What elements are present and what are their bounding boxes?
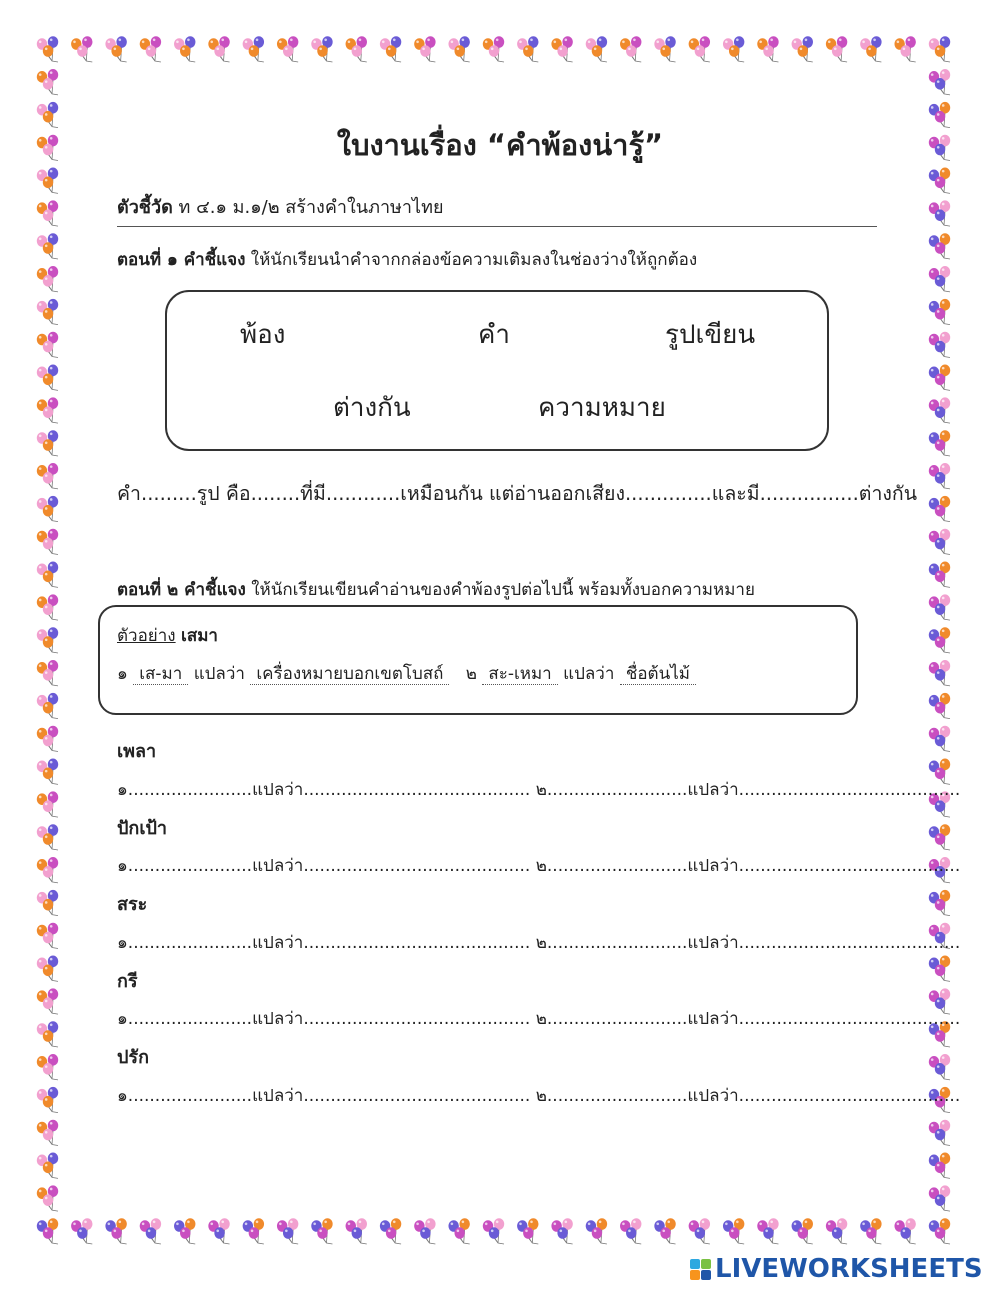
- liveworksheets-logo-text: LIVEWORKSHEETS: [715, 1254, 983, 1284]
- balloon-cluster-icon: [37, 496, 58, 522]
- balloon-cluster-icon: [37, 332, 58, 358]
- balloon-cluster-icon: [37, 1185, 58, 1211]
- word-bank-item: ความหมาย: [538, 393, 666, 423]
- balloon-cluster-icon: [37, 627, 58, 653]
- balloon-cluster-icon: [37, 988, 58, 1014]
- indicator-label: ตัวชี้วัด: [117, 197, 173, 218]
- balloon-cluster-icon: [37, 824, 58, 850]
- balloon-cluster-icon: [174, 1218, 195, 1244]
- part2-instruction-text: ให้นักเรียนเขียนคำอ่านของคำพ้องรูปต่อไปนี้ พร้อมทั้งบอกความหมาย: [251, 580, 755, 600]
- word-bank-item: พ้อง: [240, 320, 286, 350]
- balloon-cluster-icon: [37, 759, 58, 785]
- balloon-cluster-icon: [929, 726, 950, 752]
- balloon-cluster-icon: [140, 36, 161, 62]
- balloon-cluster-icon: [243, 36, 264, 62]
- balloon-cluster-icon: [483, 1218, 504, 1244]
- balloon-cluster-icon: [929, 1218, 950, 1244]
- balloon-cluster-icon: [37, 1218, 58, 1244]
- balloon-cluster-icon: [654, 36, 675, 62]
- balloon-cluster-icon: [37, 529, 58, 555]
- balloon-cluster-icon: [414, 36, 435, 62]
- logo-square: [690, 1259, 700, 1269]
- balloon-cluster-icon: [929, 1153, 950, 1179]
- balloon-cluster-icon: [654, 1218, 675, 1244]
- balloon-cluster-icon: [723, 36, 744, 62]
- balloon-cluster-icon: [311, 1218, 332, 1244]
- balloon-cluster-icon: [929, 332, 950, 358]
- balloon-cluster-icon: [311, 36, 332, 62]
- balloon-cluster-icon: [929, 430, 950, 456]
- balloon-cluster-icon: [929, 266, 950, 292]
- balloon-cluster-icon: [757, 1218, 778, 1244]
- balloon-cluster-icon: [346, 1218, 367, 1244]
- answer-line[interactable]: ๑.......................แปลว่า.......................................... ๒..........................แปลว่า.........................................: [117, 1086, 961, 1106]
- balloon-cluster-icon: [37, 660, 58, 686]
- example-label: ตัวอย่าง: [117, 626, 176, 646]
- balloon-cluster-icon: [723, 1218, 744, 1244]
- balloon-cluster-icon: [929, 233, 950, 259]
- balloon-cluster-icon: [929, 693, 950, 719]
- balloon-cluster-icon: [37, 1153, 58, 1179]
- logo-square: [701, 1259, 711, 1269]
- balloon-cluster-icon: [37, 594, 58, 620]
- balloon-cluster-icon: [71, 36, 92, 62]
- balloon-cluster-icon: [689, 1218, 710, 1244]
- balloon-cluster-icon: [929, 365, 950, 391]
- balloon-cluster-icon: [346, 36, 367, 62]
- balloon-cluster-icon: [929, 463, 950, 489]
- example-number-2: ๒: [465, 664, 477, 684]
- part1-label: ตอนที่ ๑ คำชี้แจง: [117, 250, 246, 270]
- balloon-cluster-icon: [37, 1120, 58, 1146]
- balloon-cluster-icon: [37, 1054, 58, 1080]
- part2-instruction: [117, 576, 755, 603]
- question-word: ปรัก: [117, 1047, 149, 1068]
- answer-line[interactable]: ๑.......................แปลว่า.......................................... ๒..........................แปลว่า.........................................: [117, 933, 961, 953]
- balloon-cluster-icon: [620, 36, 641, 62]
- balloon-cluster-icon: [929, 1120, 950, 1146]
- balloon-cluster-icon: [71, 1218, 92, 1244]
- balloon-cluster-icon: [929, 594, 950, 620]
- part2-label: ตอนที่ ๒ คำชี้แจง: [117, 580, 246, 600]
- balloon-cluster-icon: [517, 1218, 538, 1244]
- balloon-cluster-icon: [37, 562, 58, 588]
- balloon-cluster-icon: [277, 1218, 298, 1244]
- balloon-cluster-icon: [826, 1218, 847, 1244]
- balloon-cluster-icon: [37, 299, 58, 325]
- balloon-cluster-icon: [37, 1087, 58, 1113]
- example-answer-line: [117, 660, 696, 687]
- balloon-cluster-icon: [37, 923, 58, 949]
- balloon-cluster-icon: [37, 200, 58, 226]
- worksheet-title: ใบงานเรื่อง “คำพ้องน่ารู้”: [336, 128, 664, 162]
- question-word: ปักเป้า: [117, 818, 168, 839]
- balloon-cluster-icon: [586, 36, 607, 62]
- question-word: เพลา: [117, 741, 157, 762]
- balloon-cluster-icon: [689, 36, 710, 62]
- word-bank-item: รูปเขียน: [665, 320, 756, 350]
- balloon-cluster-icon: [792, 36, 813, 62]
- balloon-cluster-icon: [929, 890, 950, 916]
- word-bank-item: คำ: [478, 320, 510, 350]
- balloon-cluster-icon: [929, 1185, 950, 1211]
- example-number-1: ๑: [117, 664, 128, 684]
- liveworksheets-logo-icon: [690, 1259, 711, 1280]
- example-means-label-1: แปลว่า: [193, 664, 245, 684]
- balloon-cluster-icon: [929, 36, 950, 62]
- balloon-cluster-icon: [414, 1218, 435, 1244]
- balloon-cluster-icon: [929, 397, 950, 423]
- balloon-cluster-icon: [929, 824, 950, 850]
- balloon-cluster-icon: [860, 1218, 881, 1244]
- balloon-cluster-icon: [140, 1218, 161, 1244]
- balloon-cluster-icon: [37, 693, 58, 719]
- example-means-label-2: แปลว่า: [563, 664, 615, 684]
- balloon-cluster-icon: [105, 1218, 126, 1244]
- balloon-cluster-icon: [37, 397, 58, 423]
- part1-instruction-text: ให้นักเรียนนำคำจากกล่องข้อความเติมลงในช่องว่างให้ถูกต้อง: [250, 250, 698, 270]
- balloon-cluster-icon: [448, 36, 469, 62]
- balloon-cluster-icon: [37, 1021, 58, 1047]
- indicator: [117, 192, 444, 221]
- balloon-cluster-icon: [105, 36, 126, 62]
- logo-square: [690, 1270, 700, 1280]
- balloon-cluster-icon: [380, 1218, 401, 1244]
- balloon-cluster-icon: [448, 1218, 469, 1244]
- balloon-cluster-icon: [826, 36, 847, 62]
- balloon-cluster-icon: [586, 1218, 607, 1244]
- balloon-cluster-icon: [208, 36, 229, 62]
- fill-in-sentence[interactable]: คำ.........รูป คือ........ที่มี............เหมือนกัน แต่อ่านออกเสียง..............และมี................ต่างกัน: [117, 482, 918, 505]
- answer-line[interactable]: ๑.......................แปลว่า.......................................... ๒..........................แปลว่า.........................................: [117, 780, 961, 800]
- indicator-text: ท ๔.๑ ม.๑/๒ สร้างคำในภาษาไทย: [178, 197, 444, 218]
- balloon-cluster-icon: [380, 36, 401, 62]
- question-word: สระ: [117, 894, 148, 915]
- balloon-cluster-icon: [929, 660, 950, 686]
- balloon-cluster-icon: [174, 36, 195, 62]
- part1-instruction: [117, 246, 697, 273]
- word-bank-item: ต่างกัน: [333, 393, 411, 423]
- balloon-cluster-icon: [37, 69, 58, 95]
- balloon-cluster-icon: [277, 36, 298, 62]
- balloon-cluster-icon: [37, 266, 58, 292]
- balloon-cluster-icon: [929, 168, 950, 194]
- balloon-cluster-icon: [894, 36, 915, 62]
- balloon-cluster-icon: [243, 1218, 264, 1244]
- balloon-cluster-icon: [757, 36, 778, 62]
- example-meaning-1: เครื่องหมายบอกเขตโบสถ์: [250, 664, 449, 685]
- balloon-cluster-icon: [37, 365, 58, 391]
- balloon-cluster-icon: [551, 36, 572, 62]
- balloon-cluster-icon: [37, 956, 58, 982]
- logo-square: [701, 1270, 711, 1280]
- example-reading-2: สะ-เหมา: [482, 664, 557, 685]
- balloon-cluster-icon: [792, 1218, 813, 1244]
- balloon-cluster-icon: [929, 496, 950, 522]
- example-heading: [117, 622, 218, 649]
- answer-line[interactable]: ๑.......................แปลว่า.......................................... ๒..........................แปลว่า.........................................: [117, 856, 961, 876]
- liveworksheets-logo[interactable]: [690, 1254, 983, 1284]
- balloon-cluster-icon: [551, 1218, 572, 1244]
- example-reading-1: เส-มา: [133, 664, 188, 685]
- balloon-cluster-icon: [517, 36, 538, 62]
- balloon-cluster-icon: [929, 1054, 950, 1080]
- balloon-cluster-icon: [37, 463, 58, 489]
- balloon-cluster-icon: [929, 529, 950, 555]
- balloon-cluster-icon: [37, 890, 58, 916]
- balloon-cluster-icon: [483, 36, 504, 62]
- question-word: กรี: [117, 971, 138, 992]
- example-word: เสมา: [181, 626, 218, 646]
- balloon-cluster-icon: [929, 299, 950, 325]
- example-meaning-2: ชื่อต้นไม้: [620, 664, 696, 685]
- balloon-cluster-icon: [929, 562, 950, 588]
- balloon-cluster-icon: [37, 726, 58, 752]
- balloon-cluster-icon: [860, 36, 881, 62]
- balloon-cluster-icon: [620, 1218, 641, 1244]
- balloon-cluster-icon: [929, 200, 950, 226]
- balloon-cluster-icon: [208, 1218, 229, 1244]
- balloon-cluster-icon: [929, 627, 950, 653]
- balloon-cluster-icon: [894, 1218, 915, 1244]
- balloon-cluster-icon: [37, 233, 58, 259]
- answer-line[interactable]: ๑.......................แปลว่า.......................................... ๒..........................แปลว่า.........................................: [117, 1009, 961, 1029]
- balloon-cluster-icon: [37, 36, 58, 62]
- balloon-cluster-icon: [37, 168, 58, 194]
- balloon-cluster-icon: [37, 430, 58, 456]
- balloon-cluster-icon: [929, 69, 950, 95]
- balloon-cluster-icon: [929, 956, 950, 982]
- divider: [117, 226, 877, 227]
- balloon-cluster-icon: [37, 857, 58, 883]
- balloon-cluster-icon: [37, 791, 58, 817]
